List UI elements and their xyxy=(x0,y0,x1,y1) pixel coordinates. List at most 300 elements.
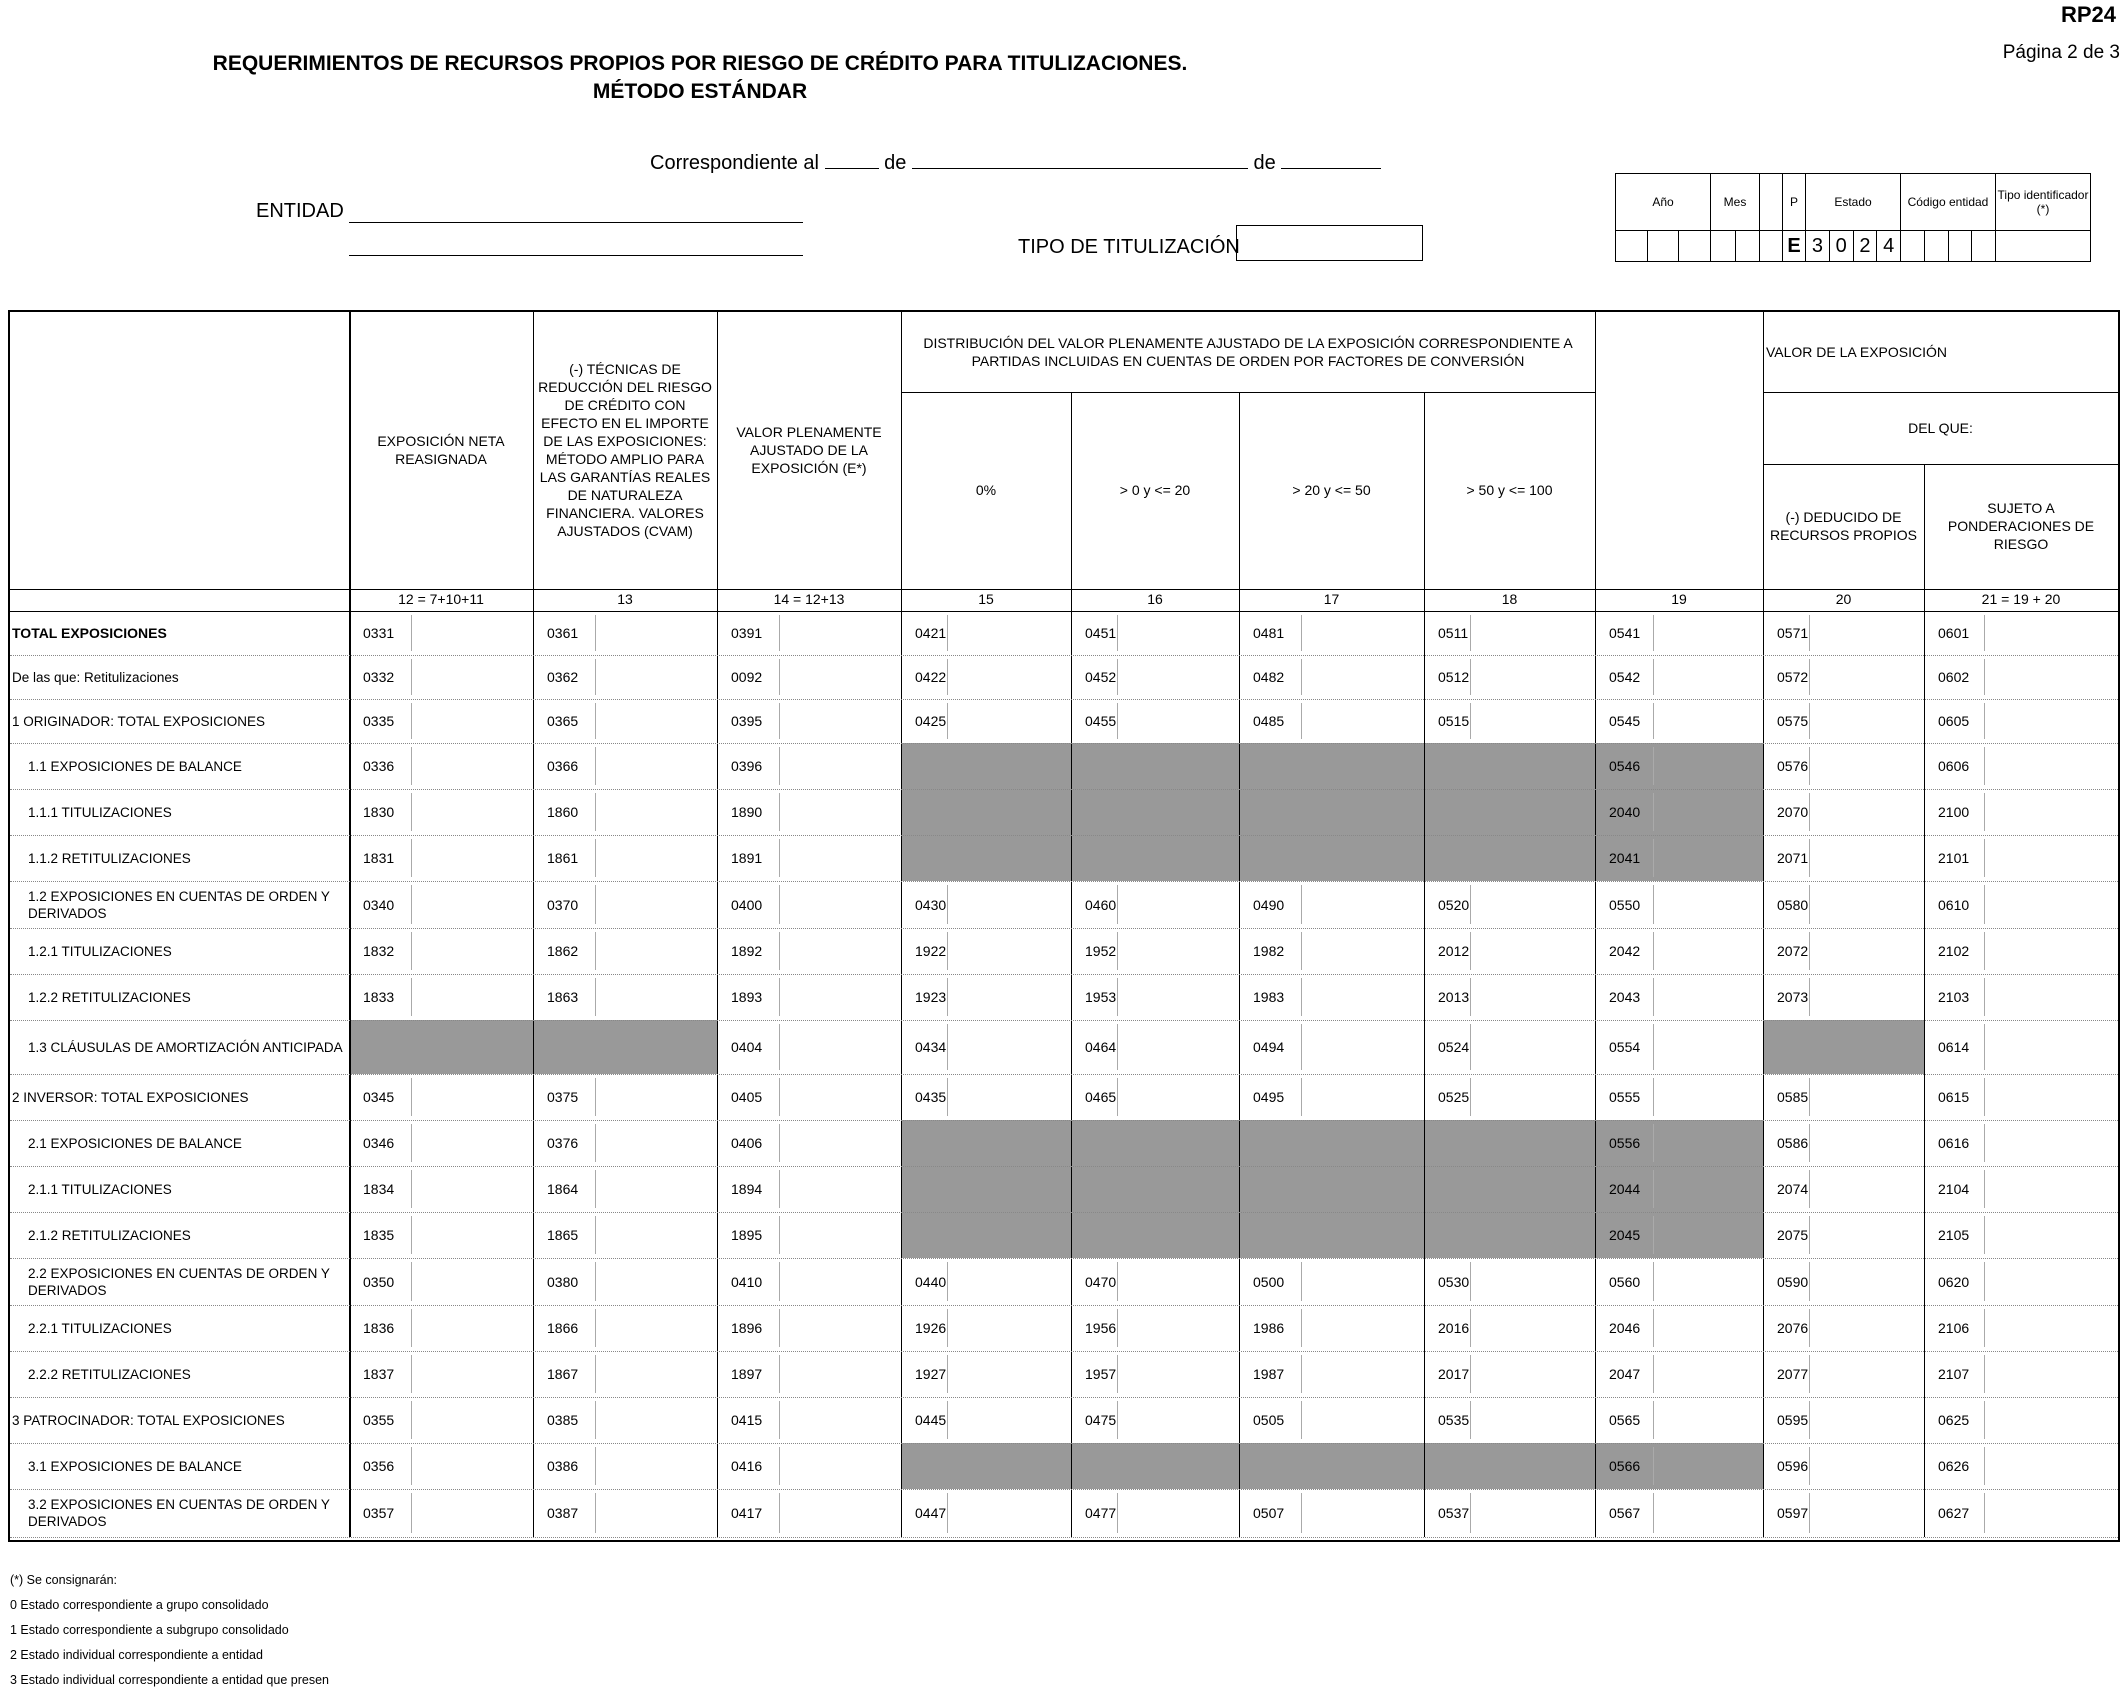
value-input[interactable] xyxy=(1471,611,1594,655)
cell-code: 1897 xyxy=(731,1366,763,1382)
page-title xyxy=(0,50,1400,106)
value-input[interactable] xyxy=(1654,655,1762,699)
value-input[interactable] xyxy=(1471,1074,1594,1120)
cell-code: 0375 xyxy=(547,1089,579,1105)
cell-code: 1862 xyxy=(547,943,579,959)
cell-code: 0406 xyxy=(731,1135,763,1151)
id-header-estado: Estado xyxy=(1806,174,1901,231)
cell-code: 1896 xyxy=(731,1320,763,1336)
value-input[interactable] xyxy=(1810,789,1923,835)
cell-code: 1830 xyxy=(363,804,395,820)
value-input[interactable] xyxy=(596,1074,716,1120)
value-input[interactable] xyxy=(948,1489,1070,1537)
column-number: 15 xyxy=(978,591,994,607)
value-input[interactable] xyxy=(1810,1166,1923,1212)
cell-code: 0485 xyxy=(1253,713,1285,729)
value-input[interactable] xyxy=(1654,974,1762,1020)
value-input[interactable] xyxy=(1471,1351,1594,1397)
column-divider xyxy=(717,312,718,1537)
value-input[interactable] xyxy=(1118,1305,1238,1351)
cell-code: 1891 xyxy=(731,850,763,866)
cell-code: 0396 xyxy=(731,758,763,774)
value-input[interactable] xyxy=(780,611,900,655)
row-label: 2.2.2 RETITULIZACIONES xyxy=(28,1366,191,1382)
cell-code: 0550 xyxy=(1609,896,1641,913)
value-input[interactable] xyxy=(1654,1166,1762,1212)
value-input[interactable] xyxy=(1654,1120,1762,1166)
cell-code: 0435 xyxy=(915,1089,947,1105)
value-input[interactable] xyxy=(412,928,532,974)
value-input[interactable] xyxy=(596,881,716,928)
value-input[interactable] xyxy=(412,881,532,928)
value-input[interactable] xyxy=(1985,1397,2117,1443)
cell-code: 0332 xyxy=(363,669,395,685)
id-value-estado: 3 xyxy=(1806,231,1830,262)
value-input[interactable] xyxy=(596,611,716,655)
cell-code: 2105 xyxy=(1938,1227,1970,1243)
value-input[interactable] xyxy=(1654,1212,1762,1258)
cell-code: 0512 xyxy=(1438,669,1470,685)
value-input[interactable] xyxy=(1471,1305,1594,1351)
cell-code: 1836 xyxy=(363,1320,395,1336)
value-input[interactable] xyxy=(1302,1258,1423,1305)
id-cell[interactable] xyxy=(1996,231,2091,262)
value-input[interactable] xyxy=(1302,611,1423,655)
value-input[interactable] xyxy=(948,655,1070,699)
value-input[interactable] xyxy=(596,743,716,789)
value-input[interactable] xyxy=(1985,1074,2117,1120)
cell-code: 0387 xyxy=(547,1505,579,1521)
column-number: 14 = 12+13 xyxy=(773,591,845,607)
value-input[interactable] xyxy=(1985,928,2117,974)
value-input[interactable] xyxy=(596,1397,716,1443)
value-input[interactable] xyxy=(780,1212,900,1258)
footnotes xyxy=(10,1568,329,1693)
value-input[interactable] xyxy=(1302,1305,1423,1351)
cell-code: 2104 xyxy=(1938,1181,1970,1197)
cell-code: 0365 xyxy=(547,713,579,729)
value-input[interactable] xyxy=(780,881,900,928)
value-input[interactable] xyxy=(1810,1258,1923,1305)
footnote: 3 Estado individual correspondiente a entidad que presen xyxy=(10,1673,329,1687)
value-input[interactable] xyxy=(1118,1020,1238,1074)
header-c17: > 20 y <= 50 xyxy=(1292,481,1371,498)
value-input[interactable] xyxy=(596,1305,716,1351)
row-label: 3 PATROCINADOR: TOTAL EXPOSICIONES xyxy=(12,1412,285,1428)
period-line xyxy=(650,150,1381,175)
value-input[interactable] xyxy=(1471,928,1594,974)
header-rule xyxy=(1763,464,2118,465)
value-input[interactable] xyxy=(780,1489,900,1537)
value-input[interactable] xyxy=(596,789,716,835)
footnote: (*) Se consignarán: xyxy=(10,1573,118,1587)
value-input[interactable] xyxy=(1985,1443,2117,1489)
value-input[interactable] xyxy=(1985,789,2117,835)
cell-code: 0505 xyxy=(1253,1412,1285,1428)
value-input[interactable] xyxy=(596,1212,716,1258)
value-input[interactable] xyxy=(412,699,532,743)
value-input[interactable] xyxy=(1302,655,1423,699)
value-input[interactable] xyxy=(1118,611,1238,655)
cell-code: 2074 xyxy=(1777,1181,1809,1197)
cell-code: 1890 xyxy=(731,804,763,820)
value-input[interactable] xyxy=(412,743,532,789)
cell-code: 2107 xyxy=(1938,1366,1970,1382)
id-cell[interactable] xyxy=(1901,231,1925,262)
value-input[interactable] xyxy=(1654,881,1762,928)
value-input[interactable] xyxy=(1985,1212,2117,1258)
value-input[interactable] xyxy=(1810,1397,1923,1443)
value-input[interactable] xyxy=(1810,881,1923,928)
value-input[interactable] xyxy=(780,1397,900,1443)
value-input[interactable] xyxy=(1118,1489,1238,1537)
cell-code: 1831 xyxy=(363,850,395,866)
value-input[interactable] xyxy=(1985,655,2117,699)
value-input[interactable] xyxy=(1471,974,1594,1020)
header-c12: EXPOSICIÓN NETA REASIGNADA xyxy=(377,432,505,467)
value-input[interactable] xyxy=(1118,655,1238,699)
column-number: 17 xyxy=(1323,591,1340,607)
value-input[interactable] xyxy=(1654,743,1762,789)
value-input[interactable] xyxy=(948,1020,1070,1074)
value-input[interactable] xyxy=(1302,1020,1423,1074)
value-input[interactable] xyxy=(1985,1020,2117,1074)
value-input[interactable] xyxy=(1118,928,1238,974)
value-input[interactable] xyxy=(1654,1305,1762,1351)
row-label: 2.1.1 TITULIZACIONES xyxy=(28,1181,172,1197)
value-input[interactable] xyxy=(596,699,716,743)
month-field[interactable] xyxy=(912,150,1248,169)
value-input[interactable] xyxy=(1985,974,2117,1020)
value-input[interactable] xyxy=(1985,1258,2117,1305)
value-input[interactable] xyxy=(780,789,900,835)
shaded-cell xyxy=(1763,1020,1924,1074)
cell-code: 0606 xyxy=(1938,758,1970,774)
id-header-ano: Año xyxy=(1616,174,1711,231)
value-input[interactable] xyxy=(948,699,1070,743)
cell-code: 0610 xyxy=(1938,896,1970,913)
id-cell[interactable] xyxy=(1972,231,1996,262)
cell-code: 2012 xyxy=(1438,943,1470,959)
value-input[interactable] xyxy=(780,1020,900,1074)
row-rule xyxy=(10,1537,2118,1538)
value-input[interactable] xyxy=(1302,1074,1423,1120)
value-input[interactable] xyxy=(1471,655,1594,699)
value-input[interactable] xyxy=(1985,1489,2117,1537)
value-input[interactable] xyxy=(780,1351,900,1397)
value-input[interactable] xyxy=(596,928,716,974)
value-input[interactable] xyxy=(948,881,1070,928)
entidad-field-2[interactable] xyxy=(349,255,803,256)
value-input[interactable] xyxy=(1302,881,1423,928)
value-input[interactable] xyxy=(1654,1074,1762,1120)
id-cell[interactable] xyxy=(1616,231,1648,262)
value-input[interactable] xyxy=(780,743,900,789)
value-input[interactable] xyxy=(1302,1397,1423,1443)
cell-code: 0447 xyxy=(915,1505,947,1521)
tipo-titulizacion-field[interactable] xyxy=(1236,225,1423,261)
cell-code: 0515 xyxy=(1438,713,1470,729)
value-input[interactable] xyxy=(1118,881,1238,928)
cell-code: 0460 xyxy=(1085,896,1117,913)
value-input[interactable] xyxy=(596,1166,716,1212)
value-input[interactable] xyxy=(596,1489,716,1537)
value-input[interactable] xyxy=(1810,611,1923,655)
id-cell[interactable] xyxy=(1735,231,1760,262)
value-input[interactable] xyxy=(1302,974,1423,1020)
cell-code: 0345 xyxy=(363,1089,395,1105)
cell-code: 0524 xyxy=(1438,1039,1470,1055)
year-field[interactable] xyxy=(1281,150,1381,169)
value-input[interactable] xyxy=(1471,881,1594,928)
cell-code: 0386 xyxy=(547,1458,579,1474)
id-cell[interactable] xyxy=(1948,231,1972,262)
value-input[interactable] xyxy=(596,835,716,881)
value-input[interactable] xyxy=(1810,1074,1923,1120)
cell-code: 1864 xyxy=(547,1181,579,1197)
value-input[interactable] xyxy=(1118,1074,1238,1120)
value-input[interactable] xyxy=(1810,974,1923,1020)
value-input[interactable] xyxy=(596,1120,716,1166)
value-input[interactable] xyxy=(596,974,716,1020)
value-input[interactable] xyxy=(780,699,900,743)
cell-code: 2071 xyxy=(1777,850,1809,866)
id-cell[interactable] xyxy=(1647,231,1679,262)
cell-code: 1986 xyxy=(1253,1320,1285,1336)
cell-code: 2047 xyxy=(1609,1366,1641,1382)
value-input[interactable] xyxy=(1471,699,1594,743)
value-input[interactable] xyxy=(596,1258,716,1305)
value-input[interactable] xyxy=(1654,1443,1762,1489)
value-input[interactable] xyxy=(1654,1020,1762,1074)
cell-code: 0464 xyxy=(1085,1039,1117,1055)
cell-code: 0400 xyxy=(731,896,763,913)
cell-code: 0415 xyxy=(731,1412,763,1428)
value-input[interactable] xyxy=(1471,1020,1594,1074)
value-input[interactable] xyxy=(948,1074,1070,1120)
header-rule xyxy=(901,392,1595,393)
value-input[interactable] xyxy=(948,1258,1070,1305)
row-label: 2 INVERSOR: TOTAL EXPOSICIONES xyxy=(12,1089,249,1105)
cell-code: 0481 xyxy=(1253,625,1285,641)
value-input[interactable] xyxy=(412,611,532,655)
value-input[interactable] xyxy=(412,1351,532,1397)
value-input[interactable] xyxy=(412,1305,532,1351)
value-input[interactable] xyxy=(1654,1397,1762,1443)
cell-code: 1865 xyxy=(547,1227,579,1243)
value-input[interactable] xyxy=(780,928,900,974)
id-cell[interactable] xyxy=(1711,231,1736,262)
header-valor: VALOR DE LA EXPOSICIÓN xyxy=(1765,344,1948,360)
value-input[interactable] xyxy=(1985,1120,2117,1166)
id-value-estado: 2 xyxy=(1853,231,1877,262)
cell-code: 1926 xyxy=(915,1320,947,1336)
day-field[interactable] xyxy=(825,150,879,169)
value-input[interactable] xyxy=(948,974,1070,1020)
cell-code: 0376 xyxy=(547,1135,579,1151)
value-input[interactable] xyxy=(1985,743,2117,789)
value-input[interactable] xyxy=(412,974,532,1020)
cell-code: 1987 xyxy=(1253,1366,1285,1382)
cell-code: 2102 xyxy=(1938,943,1970,959)
value-input[interactable] xyxy=(948,611,1070,655)
value-input[interactable] xyxy=(1118,699,1238,743)
value-input[interactable] xyxy=(1654,789,1762,835)
value-input[interactable] xyxy=(1118,974,1238,1020)
value-input[interactable] xyxy=(1810,699,1923,743)
value-input[interactable] xyxy=(1118,1397,1238,1443)
cell-code: 2046 xyxy=(1609,1320,1641,1336)
value-input[interactable] xyxy=(412,1443,532,1489)
cell-code: 0475 xyxy=(1085,1412,1117,1428)
value-input[interactable] xyxy=(780,655,900,699)
value-input[interactable] xyxy=(1985,1305,2117,1351)
value-input[interactable] xyxy=(780,835,900,881)
row-label: 1.2 EXPOSICIONES EN CUENTAS DE ORDEN Y DERIVADOS xyxy=(28,888,330,921)
id-cell[interactable] xyxy=(1760,231,1783,262)
value-input[interactable] xyxy=(412,1258,532,1305)
value-input[interactable] xyxy=(1118,1351,1238,1397)
value-input[interactable] xyxy=(1810,655,1923,699)
cell-code: 0616 xyxy=(1938,1135,1970,1151)
value-input[interactable] xyxy=(412,1489,532,1537)
cell-code: 0470 xyxy=(1085,1273,1117,1290)
value-input[interactable] xyxy=(412,1166,532,1212)
row-label: TOTAL EXPOSICIONES xyxy=(12,624,167,641)
value-input[interactable] xyxy=(1810,1489,1923,1537)
cell-code: 0331 xyxy=(363,625,395,641)
value-input[interactable] xyxy=(412,1120,532,1166)
cell-code: 0566 xyxy=(1609,1458,1641,1474)
value-input[interactable] xyxy=(1654,835,1762,881)
cell-code: 0340 xyxy=(363,896,395,913)
title-line-1: REQUERIMIENTOS DE RECURSOS PROPIOS POR RIESGO DE CRÉDITO PARA TITULIZACIONES. xyxy=(212,52,1188,75)
column-divider xyxy=(1239,392,1240,1537)
value-input[interactable] xyxy=(1985,1166,2117,1212)
header-del-que: DEL QUE: xyxy=(1908,420,1973,436)
cell-code: 2042 xyxy=(1609,943,1641,959)
column-divider xyxy=(901,312,902,1537)
value-input[interactable] xyxy=(596,1351,716,1397)
cell-code: 0576 xyxy=(1777,758,1809,774)
value-input[interactable] xyxy=(780,1074,900,1120)
cell-code: 0417 xyxy=(731,1505,763,1521)
cell-code: 1833 xyxy=(363,989,395,1005)
period-de-2: de xyxy=(1253,152,1276,174)
column-divider xyxy=(1763,392,1764,1537)
cell-code: 0615 xyxy=(1938,1089,1970,1105)
cell-code: 1983 xyxy=(1253,989,1285,1005)
cell-code: 0597 xyxy=(1777,1505,1809,1521)
value-input[interactable] xyxy=(1118,1258,1238,1305)
cell-code: 0350 xyxy=(363,1273,395,1290)
cell-code: 0626 xyxy=(1938,1458,1970,1474)
value-input[interactable] xyxy=(1654,928,1762,974)
value-input[interactable] xyxy=(780,1166,900,1212)
column-divider xyxy=(1595,312,1596,1537)
column-number: 13 xyxy=(617,591,633,607)
value-input[interactable] xyxy=(1810,928,1923,974)
value-input[interactable] xyxy=(1985,699,2117,743)
value-input[interactable] xyxy=(1302,1489,1423,1537)
value-input[interactable] xyxy=(780,1258,900,1305)
value-input[interactable] xyxy=(1654,1351,1762,1397)
value-input[interactable] xyxy=(1810,1212,1923,1258)
cell-code: 2073 xyxy=(1777,989,1809,1005)
value-input[interactable] xyxy=(412,835,532,881)
cell-code: 0507 xyxy=(1253,1505,1285,1521)
value-input[interactable] xyxy=(1985,611,2117,655)
value-input[interactable] xyxy=(1654,611,1762,655)
value-input[interactable] xyxy=(1985,835,2117,881)
value-input[interactable] xyxy=(948,1305,1070,1351)
value-input[interactable] xyxy=(412,1074,532,1120)
id-cell[interactable] xyxy=(1679,231,1711,262)
value-input[interactable] xyxy=(596,1443,716,1489)
value-input[interactable] xyxy=(1810,835,1923,881)
cell-code: 2070 xyxy=(1777,804,1809,820)
value-input[interactable] xyxy=(948,928,1070,974)
value-input[interactable] xyxy=(948,1397,1070,1443)
period-de-1: de xyxy=(884,152,907,174)
value-input[interactable] xyxy=(1471,1258,1594,1305)
value-input[interactable] xyxy=(1810,743,1923,789)
value-input[interactable] xyxy=(412,655,532,699)
value-input[interactable] xyxy=(412,1397,532,1443)
value-input[interactable] xyxy=(1810,1305,1923,1351)
value-input[interactable] xyxy=(1810,1120,1923,1166)
entidad-field-1[interactable] xyxy=(349,222,803,223)
cell-code: 0625 xyxy=(1938,1412,1970,1428)
value-input[interactable] xyxy=(780,974,900,1020)
row-label: 1.3 CLÁUSULAS DE AMORTIZACIÓN ANTICIPADA xyxy=(28,1039,343,1055)
value-input[interactable] xyxy=(1302,1351,1423,1397)
value-input[interactable] xyxy=(596,655,716,699)
id-cell[interactable] xyxy=(1924,231,1948,262)
cell-code: 0425 xyxy=(915,713,947,729)
value-input[interactable] xyxy=(412,789,532,835)
value-input[interactable] xyxy=(1654,1258,1762,1305)
value-input[interactable] xyxy=(1654,699,1762,743)
cell-code: 0596 xyxy=(1777,1458,1809,1474)
value-input[interactable] xyxy=(780,1305,900,1351)
value-input[interactable] xyxy=(1302,928,1423,974)
cell-code: 0614 xyxy=(1938,1039,1970,1055)
row-label: De las que: Retitulizaciones xyxy=(12,669,179,685)
value-input[interactable] xyxy=(1810,1443,1923,1489)
value-input[interactable] xyxy=(948,1351,1070,1397)
value-input[interactable] xyxy=(412,1212,532,1258)
value-input[interactable] xyxy=(780,1120,900,1166)
cell-code: 0535 xyxy=(1438,1412,1470,1428)
value-input[interactable] xyxy=(1985,881,2117,928)
cell-code: 0601 xyxy=(1938,625,1970,641)
value-input[interactable] xyxy=(1471,1489,1594,1537)
cell-code: 1922 xyxy=(915,943,947,959)
value-input[interactable] xyxy=(1985,1351,2117,1397)
row-label: 3.1 EXPOSICIONES DE BALANCE xyxy=(28,1458,242,1474)
value-input[interactable] xyxy=(1810,1351,1923,1397)
value-input[interactable] xyxy=(1654,1489,1762,1537)
value-input[interactable] xyxy=(1471,1397,1594,1443)
cell-code: 0355 xyxy=(363,1412,395,1428)
row-label: 1.2.2 RETITULIZACIONES xyxy=(28,989,191,1005)
column-number: 21 = 19 + 20 xyxy=(1981,591,2061,607)
cell-code: 0391 xyxy=(731,625,763,641)
value-input[interactable] xyxy=(1302,699,1423,743)
cell-code: 1895 xyxy=(731,1227,763,1243)
value-input[interactable] xyxy=(780,1443,900,1489)
